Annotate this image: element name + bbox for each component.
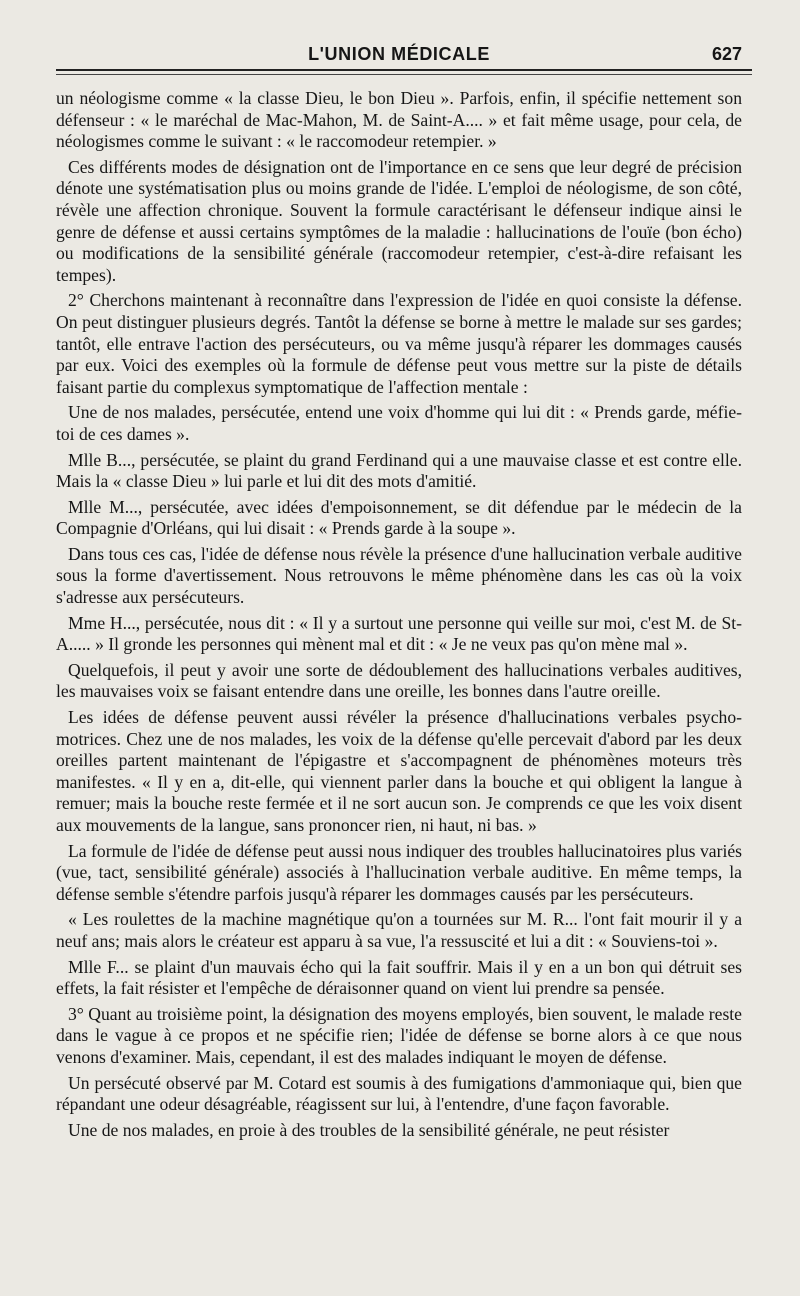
paragraph: Une de nos malades, persécutée, entend une voix d'homme qui lui dit : « Prends garde, méfie-toi de ces dames ». xyxy=(56,402,742,444)
paragraph: un néologisme comme « la classe Dieu, le bon Dieu ». Parfois, enfin, il spécifie nettement son défenseur : « le maréchal de Mac-Mahon, M. de Saint-A.... » et fait même usage, pour cela, de néologismes comme le suivant : « le raccomodeur retempier. » xyxy=(56,88,742,152)
header-rule xyxy=(56,69,752,71)
paragraph: Mlle F... se plaint d'un mauvais écho qui la fait souffrir. Mais il y en a un bon qui détruit ses effets, la fait résister et l'empêche de déraisonner quand on vient lui prendre sa pensée. xyxy=(56,956,742,999)
paragraph: 2° Cherchons maintenant à reconnaître dans l'expression de l'idée en quoi consiste la défense. On peut distinguer plusieurs degrés. Tantôt la défense se borne à mettre le malade sur ses gardes; tantôt, elle entrave l'action des persécuteurs, ou va même jusqu'à réparer les dommages causés par eux. Voici des exemples où la formule de défense peut vous mettre sur la piste de détails faisant partie du complexus symptomatique de l'affection mentale : xyxy=(56,290,742,397)
body-text xyxy=(56,88,742,1145)
page-number: 627 xyxy=(711,44,742,64)
paragraph: Mlle B..., persécutée, se plaint du grand Ferdinand qui a une mauvaise classe et est contre elle. Mais la « classe Dieu » lui parle et lui dit des mots d'amitié. xyxy=(56,449,742,492)
paragraph: Les idées de défense peuvent aussi révéler la présence d'hallucinations verbales psycho-motrices. Chez une de nos malades, les voix de la défense qu'elle percevait d'abord par les deux oreilles partent maintenant de l'épigastre et s'accompagnent de phénomènes moteurs très manifestes. « Il y en a, dit-elle, qui viennent parler dans la bouche et qui obligent la langue à remuer; mais la bouche reste fermée et il ne sort aucun son. Je comprends ce que les voix disent aux mouvements de la langue, sans prononcer rien, ni haut, ni bas. » xyxy=(56,707,742,835)
running-title: L'UNION MÉDICALE xyxy=(308,44,490,64)
paragraph: Mlle M..., persécutée, avec idées d'empoisonnement, se dit défendue par le médecin de la Compagnie d'Orléans, qui lui disait : « Prends garde à la soupe ». xyxy=(56,496,742,539)
paragraph: Mme H..., persécutée, nous dit : « Il y a surtout une personne qui veille sur moi, c'est M. de St-A..... » Il gronde les personnes qui mènent mal et dit : « Je ne veux pas qu'on mène mal ». xyxy=(56,612,742,655)
paragraph: Ces différents modes de désignation ont de l'importance en ce sens que leur degré de précision dénote une systématisation plus ou moins grande de l'idée. L'emploi de néologisme, de son côté, révèle une affection chronique. Souvent la formule caractérisant le défenseur indique ainsi le genre de défense et aussi certains symptômes de la maladie : hallucinations de l'ouïe (bon écho) ou modifications de la sensibilité générale (raccomodeur retempier, c'est-à-dire refaisant les tempes). xyxy=(56,156,742,285)
paragraph: « Les roulettes de la machine magnétique qu'on a tournées sur M. R... l'ont fait mourir il y a neuf ans; mais alors le créateur est apparu à sa vue, l'a ressuscité et lui a dit : « Souviens-toi ». xyxy=(56,909,742,951)
paragraph: Dans tous ces cas, l'idée de défense nous révèle la présence d'une hallucination verbale auditive sous la forme d'avertissement. Nous retrouvons le même phénomène dans les cas où la voix s'adresse aux persécuteurs. xyxy=(56,543,742,608)
paragraph: 3° Quant au troisième point, la désignation des moyens employés, bien souvent, le malade reste dans le vague à ce propos et ne spécifie rien; l'idée de défense se borne alors à ce que nous venons d'examiner. Mais, cependant, il est des malades indiquant le moyen de défense. xyxy=(56,1003,742,1067)
page-header xyxy=(56,0,742,62)
paragraph: Quelquefois, il peut y avoir une sorte de dédoublement des hallucinations verbales auditives, les mauvaises voix se faisant entendre dans une oreille, les bonnes dans l'autre oreille. xyxy=(56,659,742,702)
paragraph: La formule de l'idée de défense peut aussi nous indiquer des troubles hallucinatoires plus variés (vue, tact, sensibilité générale) associés à l'hallucination verbale auditive. En même temps, la défense semble s'étendre parfois jusqu'à réparer les dommages causés par les persécuteurs. xyxy=(56,840,742,904)
paragraph: Une de nos malades, en proie à des troubles de la sensibilité générale, ne peut résister xyxy=(68,1119,670,1140)
header-rule-thin xyxy=(56,74,752,75)
paragraph: Un persécuté observé par M. Cotard est soumis à des fumigations d'ammoniaque qui, bien que répandant une odeur désagréable, réagissent sur lui, à l'entendre, d'une façon favorable. xyxy=(56,1072,742,1115)
